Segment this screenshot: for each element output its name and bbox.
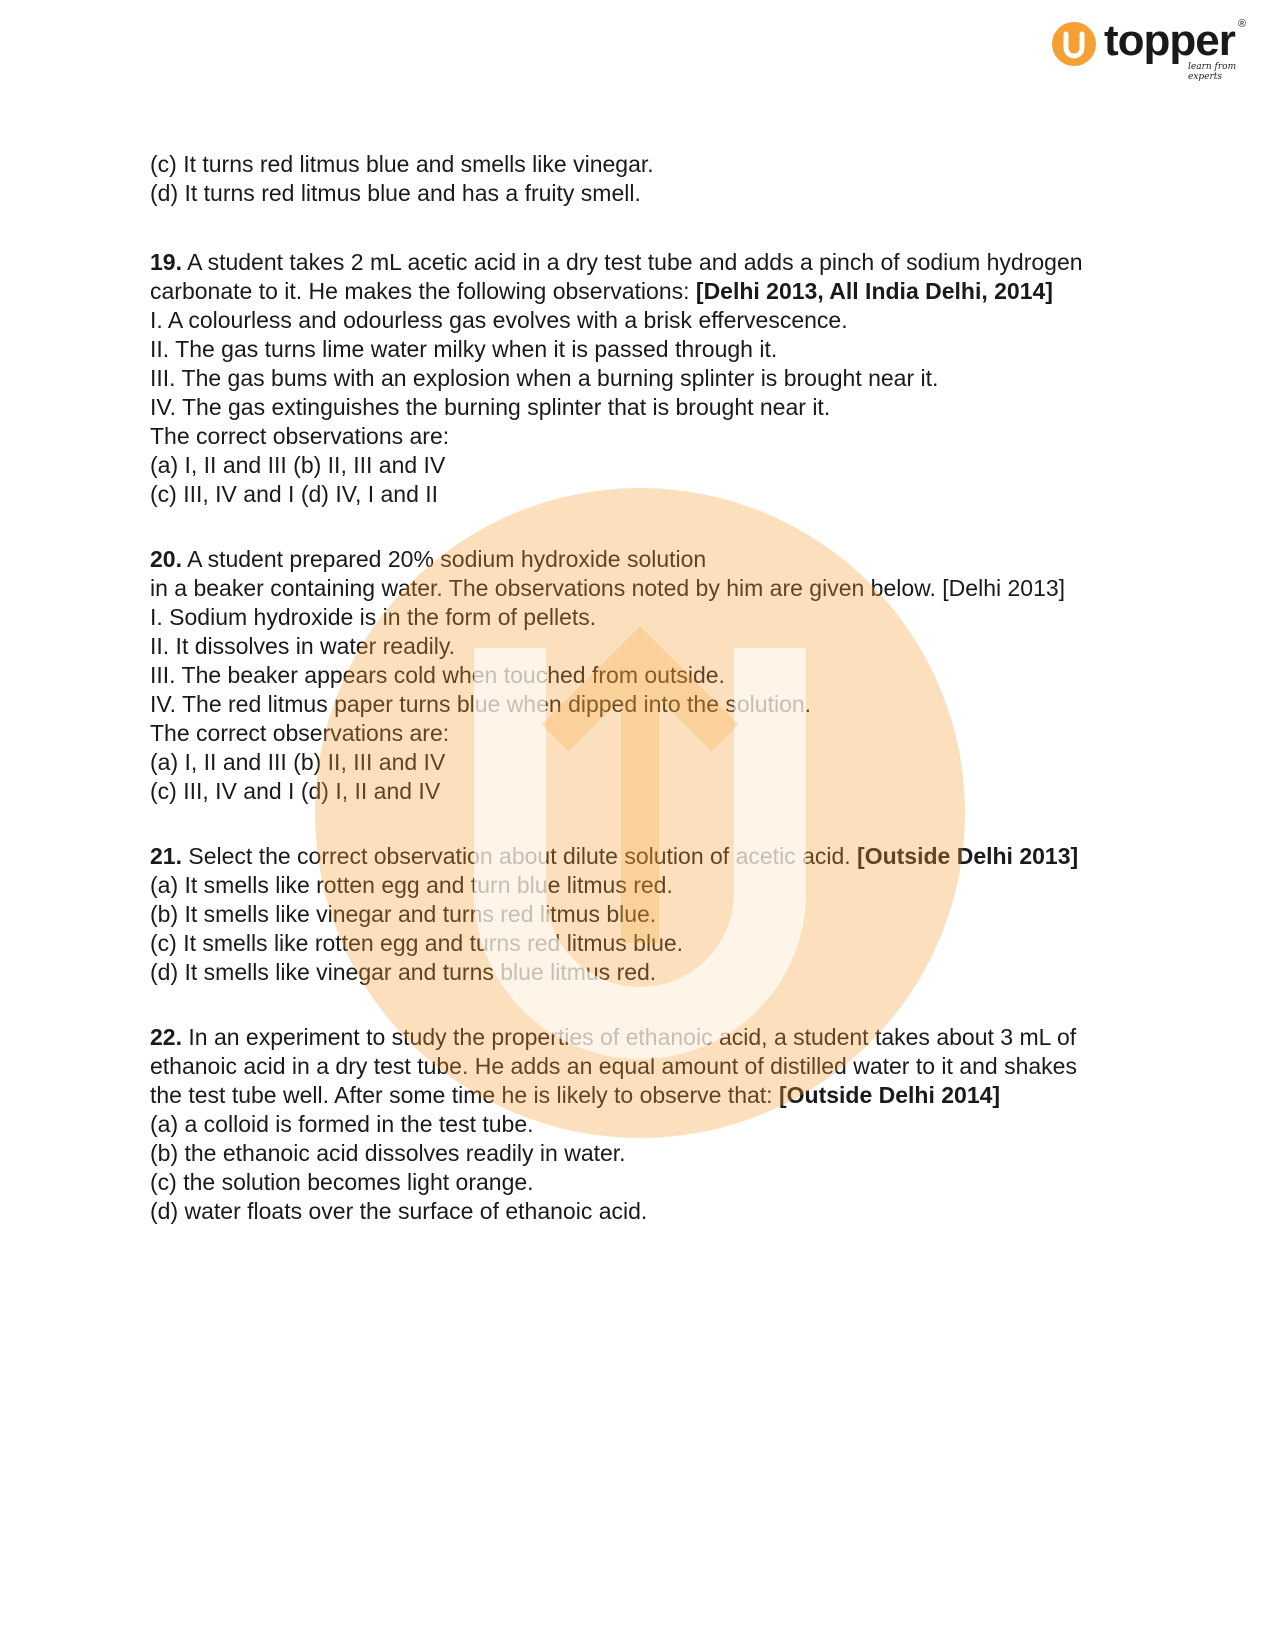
option-line: (d) It smells like vinegar and turns blue litmus red. <box>150 959 657 985</box>
question-line: IV. The gas extinguishes the burning splinter that is brought near it. <box>150 394 831 420</box>
option-line: (d) water floats over the surface of ethanoic acid. <box>150 1198 648 1224</box>
question-stem <box>150 1023 1100 1110</box>
question-text: Select the correct observation about dilute solution of acetic acid. <box>188 843 851 869</box>
question-line: I. Sodium hydroxide is in the form of pellets. <box>150 604 597 630</box>
option-line: (a) a colloid is formed in the test tube. <box>150 1111 534 1137</box>
registered-mark: ® <box>1238 18 1247 30</box>
option-line: (c) the solution becomes light orange. <box>150 1169 534 1195</box>
topper-logo <box>1052 18 1252 80</box>
question-21 <box>150 842 1100 987</box>
question-line: The correct observations are: <box>150 720 450 746</box>
logo-wordmark: topper <box>1104 16 1235 65</box>
question-line: IV. The red litmus paper turns blue when dipped into the solution. <box>150 691 812 717</box>
option-line: (b) It smells like vinegar and turns red litmus blue. <box>150 901 657 927</box>
option-line: (a) It smells like rotten egg and turn blue litmus red. <box>150 872 673 898</box>
question-line: III. The gas bums with an explosion when a burning splinter is brought near it. <box>150 365 939 391</box>
question-line: III. The beaker appears cold when touched from outside. <box>150 662 725 688</box>
question-line: II. The gas turns lime water milky when it is passed through it. <box>150 336 778 362</box>
option-line: (a) I, II and III (b) II, III and IV <box>150 452 446 478</box>
question-line: II. It dissolves in water readily. <box>150 633 456 659</box>
option-line: (a) I, II and III (b) II, III and IV <box>150 749 446 775</box>
question-text: A student takes 2 mL acetic acid in a dry test tube and adds a pinch of sodium hydrogen carbonate to it. He makes the following observations: <box>150 249 1083 304</box>
question-number: 22. <box>150 1024 182 1050</box>
question-stem <box>150 545 1100 574</box>
option-line: (c) III, IV and I (d) I, II and IV <box>150 778 441 804</box>
question-number: 20. <box>150 546 182 572</box>
option-line: (c) It smells like rotten egg and turns red litmus blue. <box>150 930 684 956</box>
question-source: [Delhi 2013, All India Delhi, 2014] <box>695 278 1053 304</box>
question-20 <box>150 545 1100 806</box>
option-line: (c) III, IV and I (d) IV, I and II <box>150 481 439 507</box>
question-source: [Outside Delhi 2014] <box>778 1082 1001 1108</box>
option-line: (b) the ethanoic acid dissolves readily in water. <box>150 1140 626 1166</box>
logo-u-icon <box>1052 22 1096 66</box>
question-source: [Outside Delhi 2013] <box>857 843 1079 869</box>
question-number: 21. <box>150 843 182 869</box>
question-stem <box>150 248 1100 306</box>
logo-tagline: learn from experts <box>1188 62 1237 82</box>
question-text-continued: in a beaker containing water. The observations noted by him are given below. [Delhi 2013] <box>150 575 1066 601</box>
question-line: The correct observations are: <box>150 423 450 449</box>
option-line: (d) It turns red litmus blue and has a fruity smell. <box>150 180 641 206</box>
question-stem <box>150 842 1100 871</box>
question-text: A student prepared 20% sodium hydroxide solution <box>187 546 707 572</box>
question-19 <box>150 248 1100 509</box>
question-22 <box>150 1023 1100 1226</box>
prev-question-options <box>150 150 1100 208</box>
question-line: I. A colourless and odourless gas evolves with a brisk effervescence. <box>150 307 848 333</box>
option-line: (c) It turns red litmus blue and smells like vinegar. <box>150 151 654 177</box>
question-page-content <box>150 150 1100 1226</box>
question-number: 19. <box>150 249 182 275</box>
question-text: In an experiment to study the properties of ethanoic acid, a student takes about 3 mL of ethanoic acid in a dry test tube. He adds an equal amount of distilled water to it and shakes the test tube well. After some time he is likely to observe that: <box>150 1024 1077 1108</box>
